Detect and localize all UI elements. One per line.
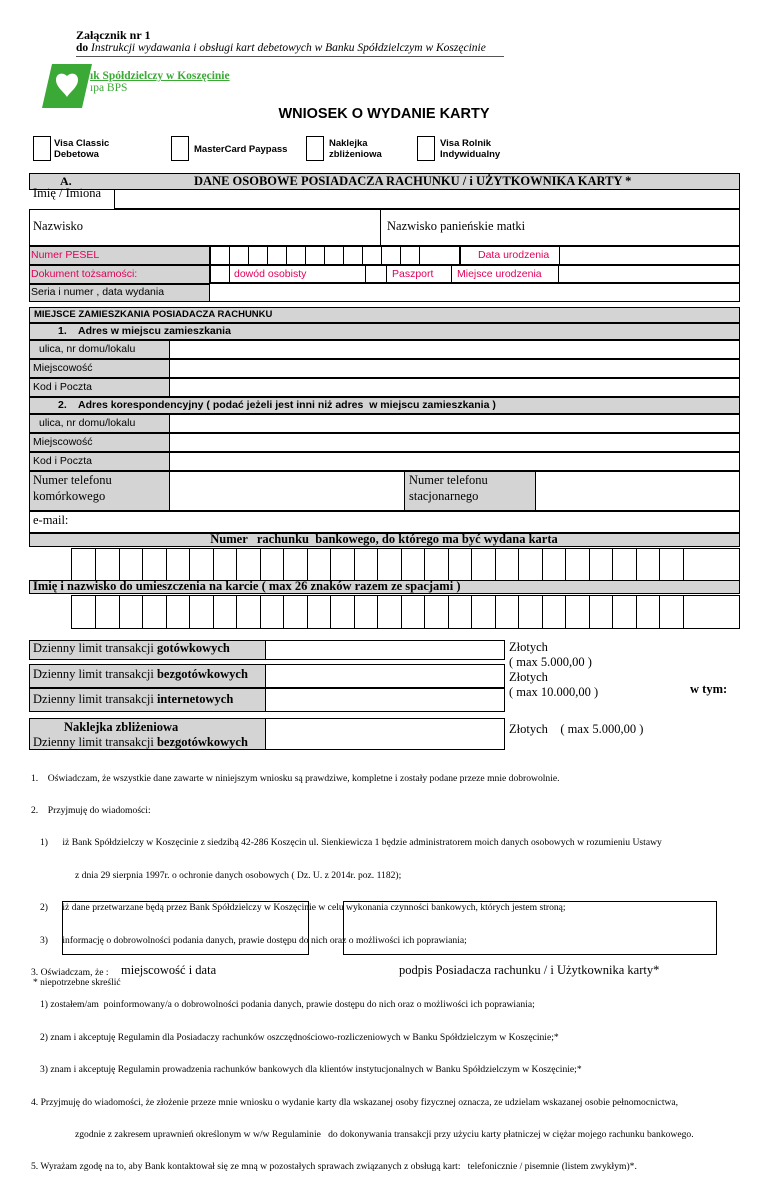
label-street: ulica, nr domu/lokalu (39, 343, 136, 355)
field-limit-cash[interactable] (265, 640, 505, 660)
label-mobile: Numer telefonu komórkowego (33, 473, 112, 503)
footnote: * niepotrzebne skreślić (33, 978, 121, 988)
declaration-3-1: 1) zostałem/am poinformowany/a o dobrowolności podania danych, prawie dostępu do nich oraz o możliwości ich poprawiania; (40, 999, 535, 1011)
checkbox-sticker[interactable] (306, 136, 324, 161)
field-birth-date[interactable] (559, 246, 740, 265)
annex-subtitle (76, 42, 486, 54)
annex-text: Instrukcji wydawania i obsługi kart debetowych w Banku Spółdzielczym w Koszęcinie (91, 42, 486, 54)
annex-number: Załącznik nr 1 (76, 28, 151, 42)
label-signature: podpis Posiadacza rachunku / i Użytkownika karty* (399, 963, 660, 977)
account-cells[interactable] (71, 548, 740, 582)
section-a-letter: A. (60, 174, 72, 188)
including-label: w tym: (690, 682, 728, 696)
label-id-document: Dokument tożsamości: (31, 268, 138, 280)
pesel-cells[interactable] (210, 246, 460, 265)
form-title: WNIOSEK O WYDANIE KARTY (278, 106, 490, 122)
surname-divider (380, 209, 381, 246)
bank-logo (42, 64, 92, 108)
section-a-title: DANE OSOBOWE POSIADACZA RACHUNKU / i UŻYTKOWNIKA KARTY * (194, 174, 632, 188)
field-signature[interactable] (343, 901, 717, 955)
declaration-3-2: 2) znam i akceptuję Regulamin dla Posiadaczy rachunków oszczędnościowo-rozliczeniowych w Banku Spółdzielczym w Koszęcinie;* (40, 1031, 559, 1043)
label-series: Seria i numer , data wydania (31, 286, 165, 298)
declaration-4-cont: zgodnie z zakresem uprawnień określonym w w/w Regulaminie do dokonywania transakcji przy użyciu karty płatniczej w ciężar mojego rachunku bankowego. (75, 1128, 694, 1140)
field-limit-sticker[interactable] (265, 718, 505, 750)
checkbox-visa-classic[interactable] (33, 136, 51, 161)
label-limit-internet: Dzienny limit transakcji internetowych (33, 692, 234, 706)
address-title: MIEJSCE ZAMIESZKANIA POSIADACZA RACHUNKU (34, 309, 273, 320)
field-email[interactable] (29, 511, 740, 533)
label-place-date: miejscowość i data (121, 963, 217, 977)
label-street2: ulica, nr domu/lokalu (39, 417, 136, 429)
field-street[interactable] (169, 340, 740, 359)
label-mother-surname: Nazwisko panieńskie matki (387, 219, 526, 233)
label-sticker-title: Naklejka zbliżeniowa (64, 720, 179, 734)
field-city[interactable] (169, 359, 740, 378)
declaration-4: 4. Przyjmuję do wiadomości, że złożenie przeze mnie wniosku o wydanie karty dla wskazanej osoby fizycznej oznacza, ze udzielam wskazanej osobie pełnomocnictwa, (31, 1096, 679, 1108)
declaration-2-2: 2) iż dane przetwarzane będą przez Bank Spółdzielczy w Koszęcinie w celu wykonania czynności bankowych, których jestem stroną; (40, 902, 566, 914)
label-birth-place: Miejsce urodzenia (457, 268, 542, 280)
checkbox-mastercard[interactable] (171, 136, 189, 161)
label-mastercard: MasterCard Paypass (194, 144, 288, 155)
label-limit-cashless: Dzienny limit transakcji bezgotówkowych (33, 667, 248, 681)
field-postcode[interactable] (169, 378, 740, 397)
label-visa-classic: Visa Classic Debetowa (54, 138, 110, 160)
declaration-2: 2. Przyjmuję do wiadomości: (31, 804, 151, 816)
field-postcode2[interactable] (169, 452, 740, 471)
label-landline: Numer telefonu stacjonarnego (409, 473, 488, 503)
sticker-currency: Złotych ( max 5.000,00 ) (509, 722, 644, 736)
annex-prefix: do (76, 42, 89, 54)
field-limit-internet[interactable] (265, 688, 505, 712)
header-rule (76, 56, 504, 57)
label-email: e-mail: (33, 513, 69, 527)
cash-currency: Złotych ( max 5.000,00 ) Złotych ( max 10.000,00 ) (509, 640, 599, 699)
card-name-title: Imię i nazwisko do umieszczenia na karcie ( max 26 znaków razem ze spacjami ) (33, 579, 461, 593)
label-pesel: Numer PESEL (31, 249, 100, 261)
declaration-5: 5. Wyrażam zgodę na to, aby Bank kontaktował się ze mną w pozostałych sprawach związanych z obsługą kart: telefonicznie / pisemnie (listem zwykłym)*. (31, 1161, 637, 1173)
residence-title: 1. Adres w miejscu zamieszkania (58, 325, 231, 337)
checkbox-visa-rolnik[interactable] (417, 136, 435, 161)
label-sticker: Naklejka zbliżeniowa (329, 138, 382, 160)
label-postcode: Kod i Poczta (33, 381, 92, 393)
declaration-2-1-cont: z dnia 29 sierpnia 1997r. o ochronie danych osobowych ( Dz. U. z 2014r. poz. 1182); (75, 869, 402, 881)
bank-logo-icon (42, 64, 92, 108)
field-city2[interactable] (169, 433, 740, 452)
label-birth-date: Data urodzenia (478, 249, 550, 261)
label-first-name: Imię / Imiona (33, 186, 102, 200)
field-first-name[interactable] (114, 190, 740, 209)
label-visa-rolnik: Visa Rolnik Indywidualny (440, 138, 501, 160)
declaration-1: 1. Oświadczam, że wszystkie dane zawarte w niniejszym wniosku są prawdziwe, kompletne i zostały podane przeze mnie dobrowolnie. (31, 772, 560, 784)
field-mobile[interactable] (169, 471, 405, 511)
account-title: Numer rachunku bankowego, do którego ma być wydana karta (210, 532, 558, 546)
label-surname: Nazwisko (33, 219, 83, 233)
declaration-3: 3. Oświadczam, że : (31, 966, 109, 978)
correspondence-title: 2. Adres korespondencyjny ( podać jeżeli jest inni niż adres w miejscu zamieszkania ) (58, 399, 496, 411)
field-landline[interactable] (535, 471, 740, 511)
declaration-3-3: 3) znam i akceptuję Regulamin prowadzenia rachunków bankowych dla klientów instytucjonalnych w Banku Spółdzielczym w Koszęcinie;* (40, 1064, 582, 1076)
field-street2[interactable] (169, 414, 740, 433)
bank-name: ık Spółdzielczy w Koszęcinie (90, 70, 230, 82)
field-place-date[interactable] (62, 901, 309, 955)
label-limit-cash: Dzienny limit transakcji gotówkowych (33, 641, 230, 655)
label-city2: Miejscowość (33, 436, 93, 448)
declaration-2-3: 3) informację o dobrowolności podania danych, prawie dostępu do nich oraz o możliwości ich poprawiania; (40, 934, 467, 946)
declaration-2-1: 1) iż Bank Spółdzielczy w Koszęcinie z siedzibą 42-286 Koszęcin ul. Sienkiewicza 1 będzie administratorem moich danych osobowych w rozumieniu Ustawy (40, 837, 662, 849)
label-city: Miejscowość (33, 362, 93, 374)
field-series[interactable] (209, 282, 740, 302)
label-postcode2: Kod i Poczta (33, 455, 92, 467)
label-limit-sticker: Dzienny limit transakcji bezgotówkowych (33, 735, 248, 749)
surname-row (29, 209, 740, 246)
bank-group: ıpa BPS (90, 82, 128, 94)
label-id-card: dowód osobisty (234, 268, 307, 280)
label-passport: Paszport (392, 268, 434, 280)
card-name-cells[interactable] (71, 595, 740, 629)
field-limit-cashless[interactable] (265, 664, 505, 688)
